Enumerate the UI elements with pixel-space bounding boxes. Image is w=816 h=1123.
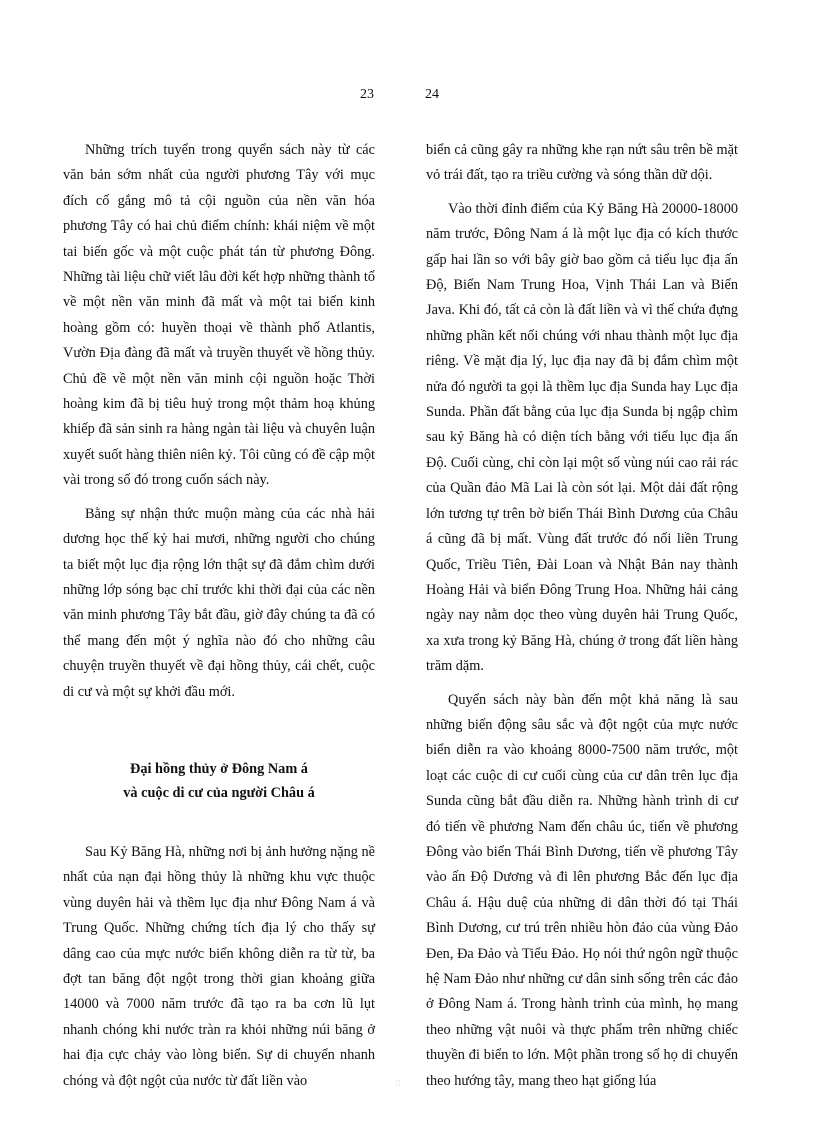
- paragraph-continuation: biển cả cũng gây ra những khe rạn nứt sâu trên bề mặt vỏ trái đất, tạo ra triều cường và sóng thần dữ dội.: [426, 142, 738, 184]
- section-heading-line: và cuộc di cư của người Châu á: [123, 784, 315, 801]
- paragraph: Bằng sự nhận thức muộn màng của các nhà hải dương học thế kỷ hai mươi, những người cho chúng ta biết một lục địa rộng lớn thật sự đã đắm chìm dưới những lớp sóng bạc chỉ trước khi thời đại của các nền văn minh phương Tây bắt đầu, giờ đây chúng ta đã có thể mang đến một ý nghĩa nào đó cho những câu chuyện truyền thuyết về đại hồng thủy, cái chết, cuộc di cư và một sự khởi đầu mới.: [63, 505, 375, 700]
- section-heading: [63, 757, 375, 805]
- left-column: [63, 138, 375, 1102]
- paragraph: Những trích tuyển trong quyển sách này từ các văn bản sớm nhất của người phương Tây với mục đích cố gắng mô tả cội nguồn của nền văn hóa phương Tây có hai chủ điểm chính: khái niệm về một tai biến gốc và một cuộc phát tán từ phương Đông. Những tài liệu chữ viết lâu đời kết hợp những thành tố về một nền văn minh đã mất và một tai biến kinh hoàng gồm có: huyền thoại về thành phố Atlantis, Vườn Địa đàng đã mất và truyền thuyết về hồng thủy. Chủ đề về một nền văn minh cội nguồn hoặc Thời hoàng kim đã bị tiêu huỷ trong một thảm hoạ khủng khiếp đã sản sinh ra hàng ngàn tài liệu và chuyên luận xuyết suốt hàng thiên niên kỷ. Tôi cũng có đề cập một vài trong số đó trong cuốn sách này.: [63, 142, 375, 489]
- right-page-number: 24: [425, 87, 439, 102]
- paragraph: Vào thời đỉnh điểm của Kỷ Băng Hà 20000-18000 năm trước, Đông Nam á là một lục địa có kích thước gấp hai lần so với bây giờ bao gồm cả tiểu lục địa ấn Độ, Biển Nam Trung Hoa, Vịnh Thái Lan và Biển Java. Khi đó, tất cả còn là đất liền và vì thế chứa đựng những phần kết nối chúng với nhau thành một lục địa riêng. Về mặt địa lý, lục địa nay đã bị đắm chìm một nửa đó người ta gọi là thềm lục địa Sunda hay Lục địa Sunda. Phần đất bằng của lục địa Sunda bị ngập chìm sau kỷ Băng hà có diện tích bằng với tiểu lục địa ấn Độ. Cuối cùng, chỉ còn lại một số vùng núi cao rải rác của Quần đảo Mã Lai là còn sót lại. Một dải đất rộng lớn tương tự trên bờ biển Thái Bình Dương của Châu á cũng đã bị mất. Vùng đất trước đó nối liền Trung Quốc, Triều Tiên, Đài Loan và Nhật Bản nay thành Hoàng Hải và biển Đông Trung Hoa. Những hải cảng ngày nay nằm dọc theo vùng duyên hải Trung Quốc, xa xưa trong kỷ Băng Hà, chúng ở trong đất liền hàng trăm dặm.: [426, 200, 738, 675]
- paragraph: Sau Kỷ Băng Hà, những nơi bị ảnh hưởng nặng nề nhất của nạn đại hồng thủy là những khu vực thuộc vùng duyên hải và thềm lục địa như Đông Nam á và Trung Quốc. Những chứng tích địa lý cho thấy sự dâng cao của mực nước biển không diễn ra từ từ, ba đợt tan băng đột ngột trong thời gian khoảng giữa 14000 và 7000 năm trước đã tạo ra ba cơn lũ lụt nhanh chóng khi nước tràn ra khỏi những núi băng ở hai địa cực chảy vào lòng biển. Sự di chuyển nhanh chóng và đột ngột của nước từ đất liền vào: [63, 843, 375, 1089]
- paragraph: Quyển sách này bàn đến một khả năng là sau những biến động sâu sắc và đột ngột của mực nước biển diễn ra vào khoảng 8000-7500 năm trước, một loạt các cuộc di cư cuối cùng của cư dân trên lục địa Sunda cũng bắt đầu diễn ra. Những hành trình di cư đó tiến về phương Nam đến châu úc, tiến về phương Đông vào biển Thái Bình Dương, tiến về phương Tây vào ấn Độ Dương và đi lên phương Bắc đến lục địa Châu á. Hậu duệ của những di dân thời đó tại Thái Bình Dương, cư trú trên nhiều hòn đảo của vùng Đảo Đen, Đa Đảo và Tiểu Đảo. Họ nói thứ ngôn ngữ thuộc hệ Nam Đảo như những cư dân sinh sống trên các đảo ở Đông Nam á. Trong hành trình của mình, họ mang theo những vật nuôi và thực phẩm trên những chiếc thuyền đi biển to lớn. Một phần trong số họ di chuyển theo hướng tây, mang theo hạt giống lúa: [426, 691, 738, 1089]
- section-heading-line: Đại hồng thủy ở Đông Nam á: [130, 760, 308, 777]
- left-page-number: 23: [360, 87, 374, 102]
- right-column: [426, 138, 738, 1102]
- footer-mark: ▯: [396, 1078, 401, 1087]
